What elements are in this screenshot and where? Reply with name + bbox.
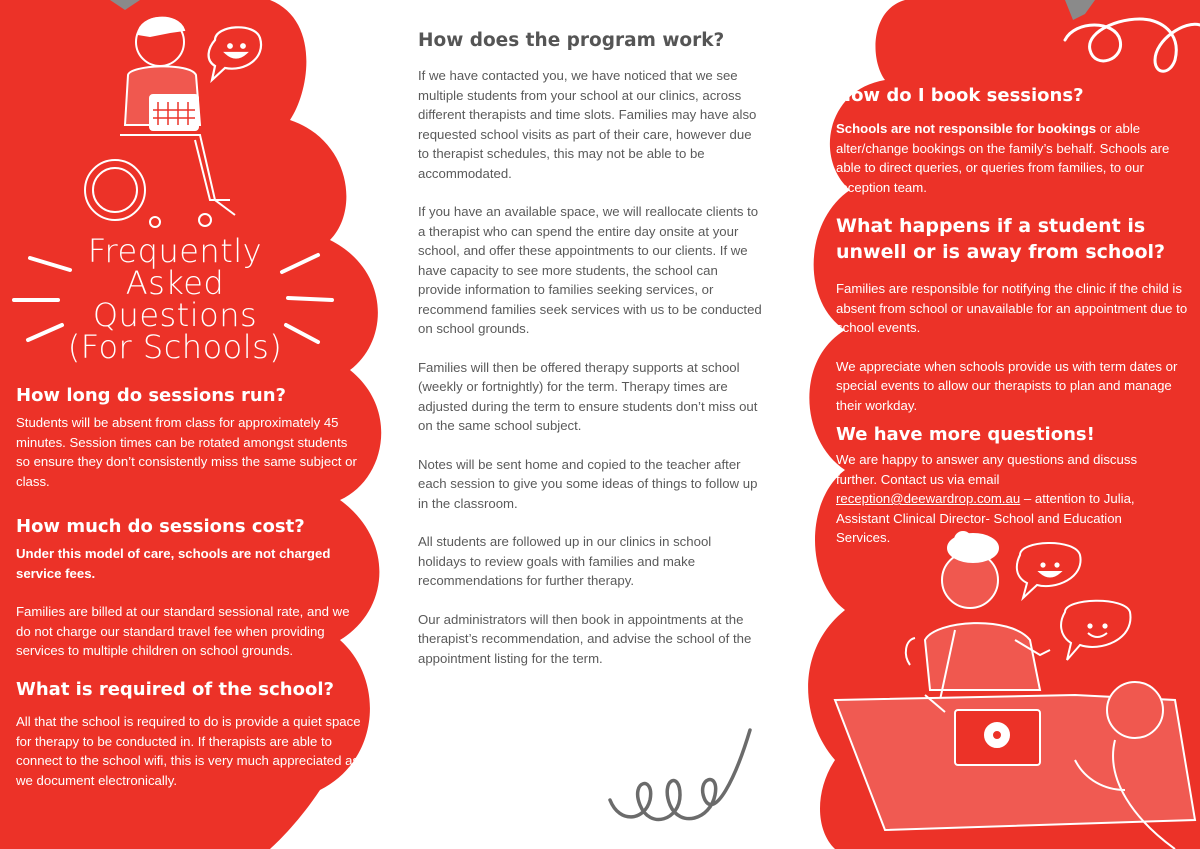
faq-booking [836, 85, 1186, 197]
answer-text-part-b: – attention to Julia, Assistant Clinical Director- School and Education Services. [836, 491, 1135, 545]
title-line-2: Asked [125, 264, 225, 302]
question-heading [836, 213, 1191, 265]
question-heading: How much do sessions cost? [16, 516, 305, 537]
left-panel [0, 0, 395, 849]
answer-rest-text: or able alter/change bookings on the family’s behalf. Schools are able to direct queries, or queries from families, to our reception team. [836, 121, 1170, 195]
answer-text: Families are responsible for notifying the clinic if the child is absent from school or unavailable for an appointment due to school events. [836, 281, 1188, 335]
answer-text [836, 119, 1186, 197]
middle-column [418, 30, 763, 687]
program-paragraph: Families will then be offered therapy supports at school (weekly or fortnightly) for the term. Therapy times are adjusted during the term to ensure students don’t miss out on the same school subject. [418, 359, 758, 433]
program-paragraph: If you have an available space, we will reallocate clients to a therapist who can spend the entire day onsite at your school, and offer these appointments to our clients. If we have capacity to see more students, the school can provide information to families seeking services, or recommend families seek services with us to be conducted on school grounds. [418, 204, 762, 336]
faq-session-cost [16, 516, 361, 661]
question-heading-line-2: unwell or is away from school? [836, 241, 1166, 263]
answer-text: Students will be absent from class for approximately 45 minutes. Session times can be rotated amongst students so ensure they don’t consistently miss the same subject or class. [16, 415, 357, 489]
answer-text-part-a: We are happy to answer any questions and discuss further. Contact us via email [836, 452, 1138, 487]
answer-bold-text: Schools are not responsible for bookings [836, 121, 1097, 136]
faq-session-length [16, 385, 361, 491]
program-paragraph: If we have contacted you, we have noticed that we see multiple students from your school at our clinics, across different therapists and time slots. Families may have also requested school visits as part of their care, however due to therapist schedules, this may not be able to be accommodated. [418, 68, 757, 181]
question-heading: How do I book sessions? [836, 85, 1084, 106]
answer-text: Families are billed at our standard sessional rate, and we do not charge our standard travel fee when providing services to multiple children on school grounds. [16, 604, 350, 658]
reception-email-link[interactable]: reception@deewardrop.com.au [836, 491, 1021, 506]
answer-text [836, 450, 1156, 548]
question-heading-line-1: What happens if a student is [836, 215, 1146, 237]
answer-bold-text: Under this model of care, schools are not charged service fees. [16, 546, 331, 581]
answer-text: All that the school is required to do is provide a quiet space for therapy to be conducted in. If therapists are able to connect to the school wifi, this is very much appreciated as we document electronically. [16, 714, 361, 788]
program-heading: How does the program work? [418, 30, 725, 51]
faq-school-requirements [16, 679, 361, 790]
program-paragraph: All students are followed up in our clinics in school holidays to review goals with families and make recommendations for further therapy. [418, 534, 712, 588]
title-line-3: Questions [92, 296, 258, 334]
squiggle-decoration [600, 710, 760, 830]
answer-text: We appreciate when schools provide us with term dates or special events to allow our therapists to plan and manage their workday. [836, 358, 1178, 413]
title-line-4: (For Schools) [67, 328, 283, 366]
faq-student-absence [836, 213, 1191, 415]
question-heading: We have more questions! [836, 424, 1095, 445]
program-paragraph: Notes will be sent home and copied to the teacher after each session to give you some ideas of things to follow up in the classroom. [418, 456, 758, 511]
program-paragraph: Our administrators will then book in appointments at the therapist’s recommendation, and advise the school of the appointment listing for the term. [418, 611, 752, 666]
faq-title [60, 232, 290, 366]
title-line-1: Frequently [87, 232, 263, 270]
question-heading: What is required of the school? [16, 679, 334, 700]
question-heading: How long do sessions run? [16, 385, 286, 406]
right-panel [775, 0, 1200, 849]
faq-more-questions [836, 424, 1156, 548]
